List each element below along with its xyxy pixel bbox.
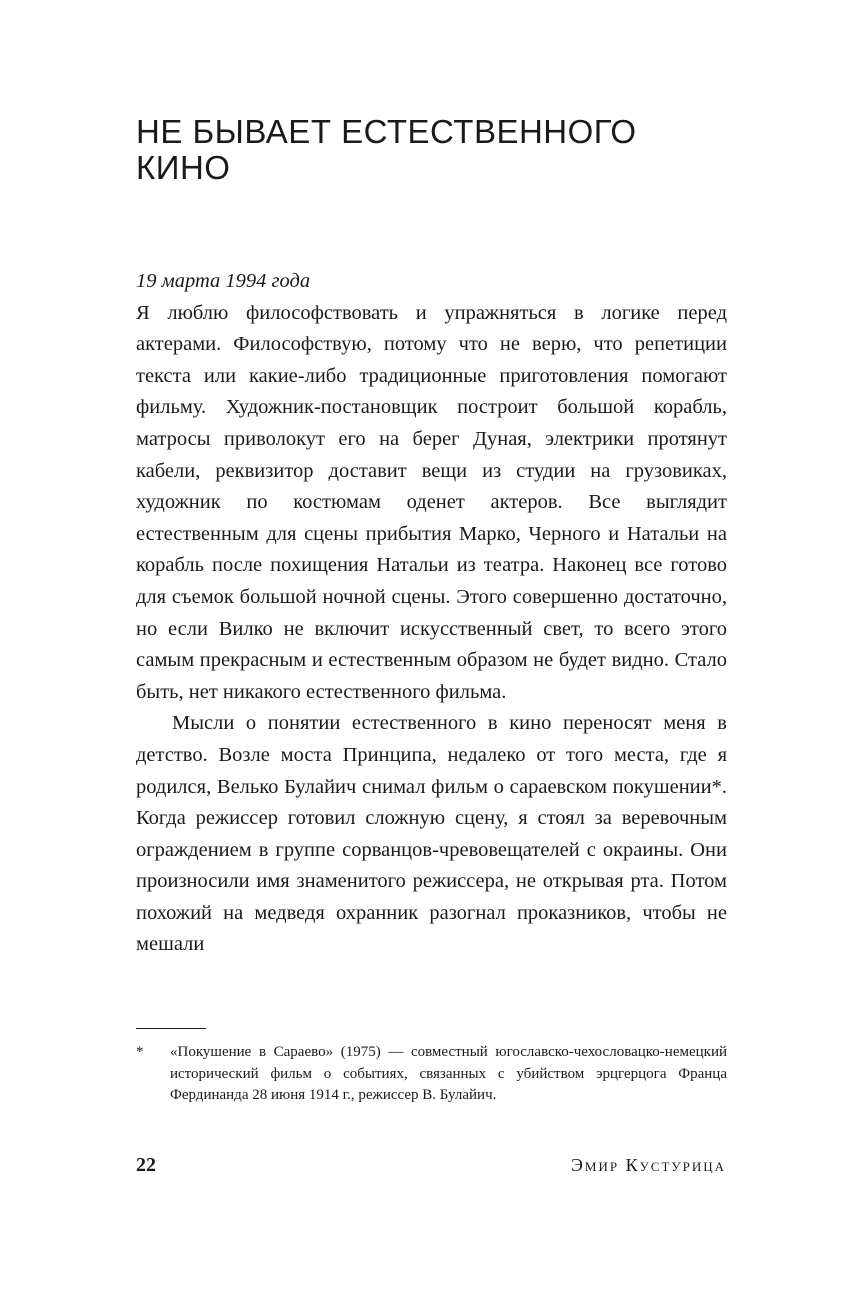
footnote-marker: * xyxy=(136,1044,144,1060)
chapter-title xyxy=(136,114,736,186)
footnote-divider xyxy=(136,1028,206,1029)
running-head-author: Эмир Кустурица xyxy=(571,1155,726,1175)
entry-dateline: 19 марта 1994 года xyxy=(136,270,311,292)
chapter-title-line-2: КИНО xyxy=(136,149,231,186)
footnote-text: «Покушение в Сараево» (1975) — совместный югославско-чехословацко-немецкий исторический фильм о событиях, связанных с убийством эрцгерцога Франца Фердинанда 28 июня 1914 г., режиссер В. Булайич. xyxy=(170,1044,727,1103)
footnote xyxy=(136,1042,727,1107)
chapter-title-line-1: НЕ БЫВАЕТ ЕСТЕСТВЕННОГО xyxy=(136,113,637,150)
paragraph-1: Я люблю философствовать и упражняться в логике перед актерами. Философствую, потому что не верю, что репетиции текста или какие-либо традиционные приготовления помогают фильму. Художник-постановщик построит большой корабль, матросы приволокут его на берег Дуная, электрики протянут кабели, реквизитор доставит вещи из студии на грузовиках, художник по костюмам оденет актеров. Все выглядит естественным для сцены прибытия Марко, Черного и Натальи на корабль после похищения Натальи из театра. Наконец все готово для съемок большой ночной сцены. Этого совершенно достаточно, но если Вилко не включит искусственный свет, то всего этого самым прекрасным и естественным образом не будет видно. Стало быть, нет никакого естественного фильма. xyxy=(136,301,727,703)
paragraph-2: Мысли о понятии естественного в кино переносят меня в детство. Возле моста Принципа, недалеко от того места, где я родился, Велько Булайич снимал фильм о сараевском покушении*. Когда режиссер готовил сложную сцену, я стоял за веревочным ограждением в группе сорванцов-чревовещателей с окраины. Они произносили имя знаменитого режиссера, не открывая рта. Потом похожий на медведя охранник разогнал проказников, чтобы не мешали xyxy=(136,712,727,956)
page-number: 22 xyxy=(136,1154,156,1176)
body-text xyxy=(136,266,727,961)
